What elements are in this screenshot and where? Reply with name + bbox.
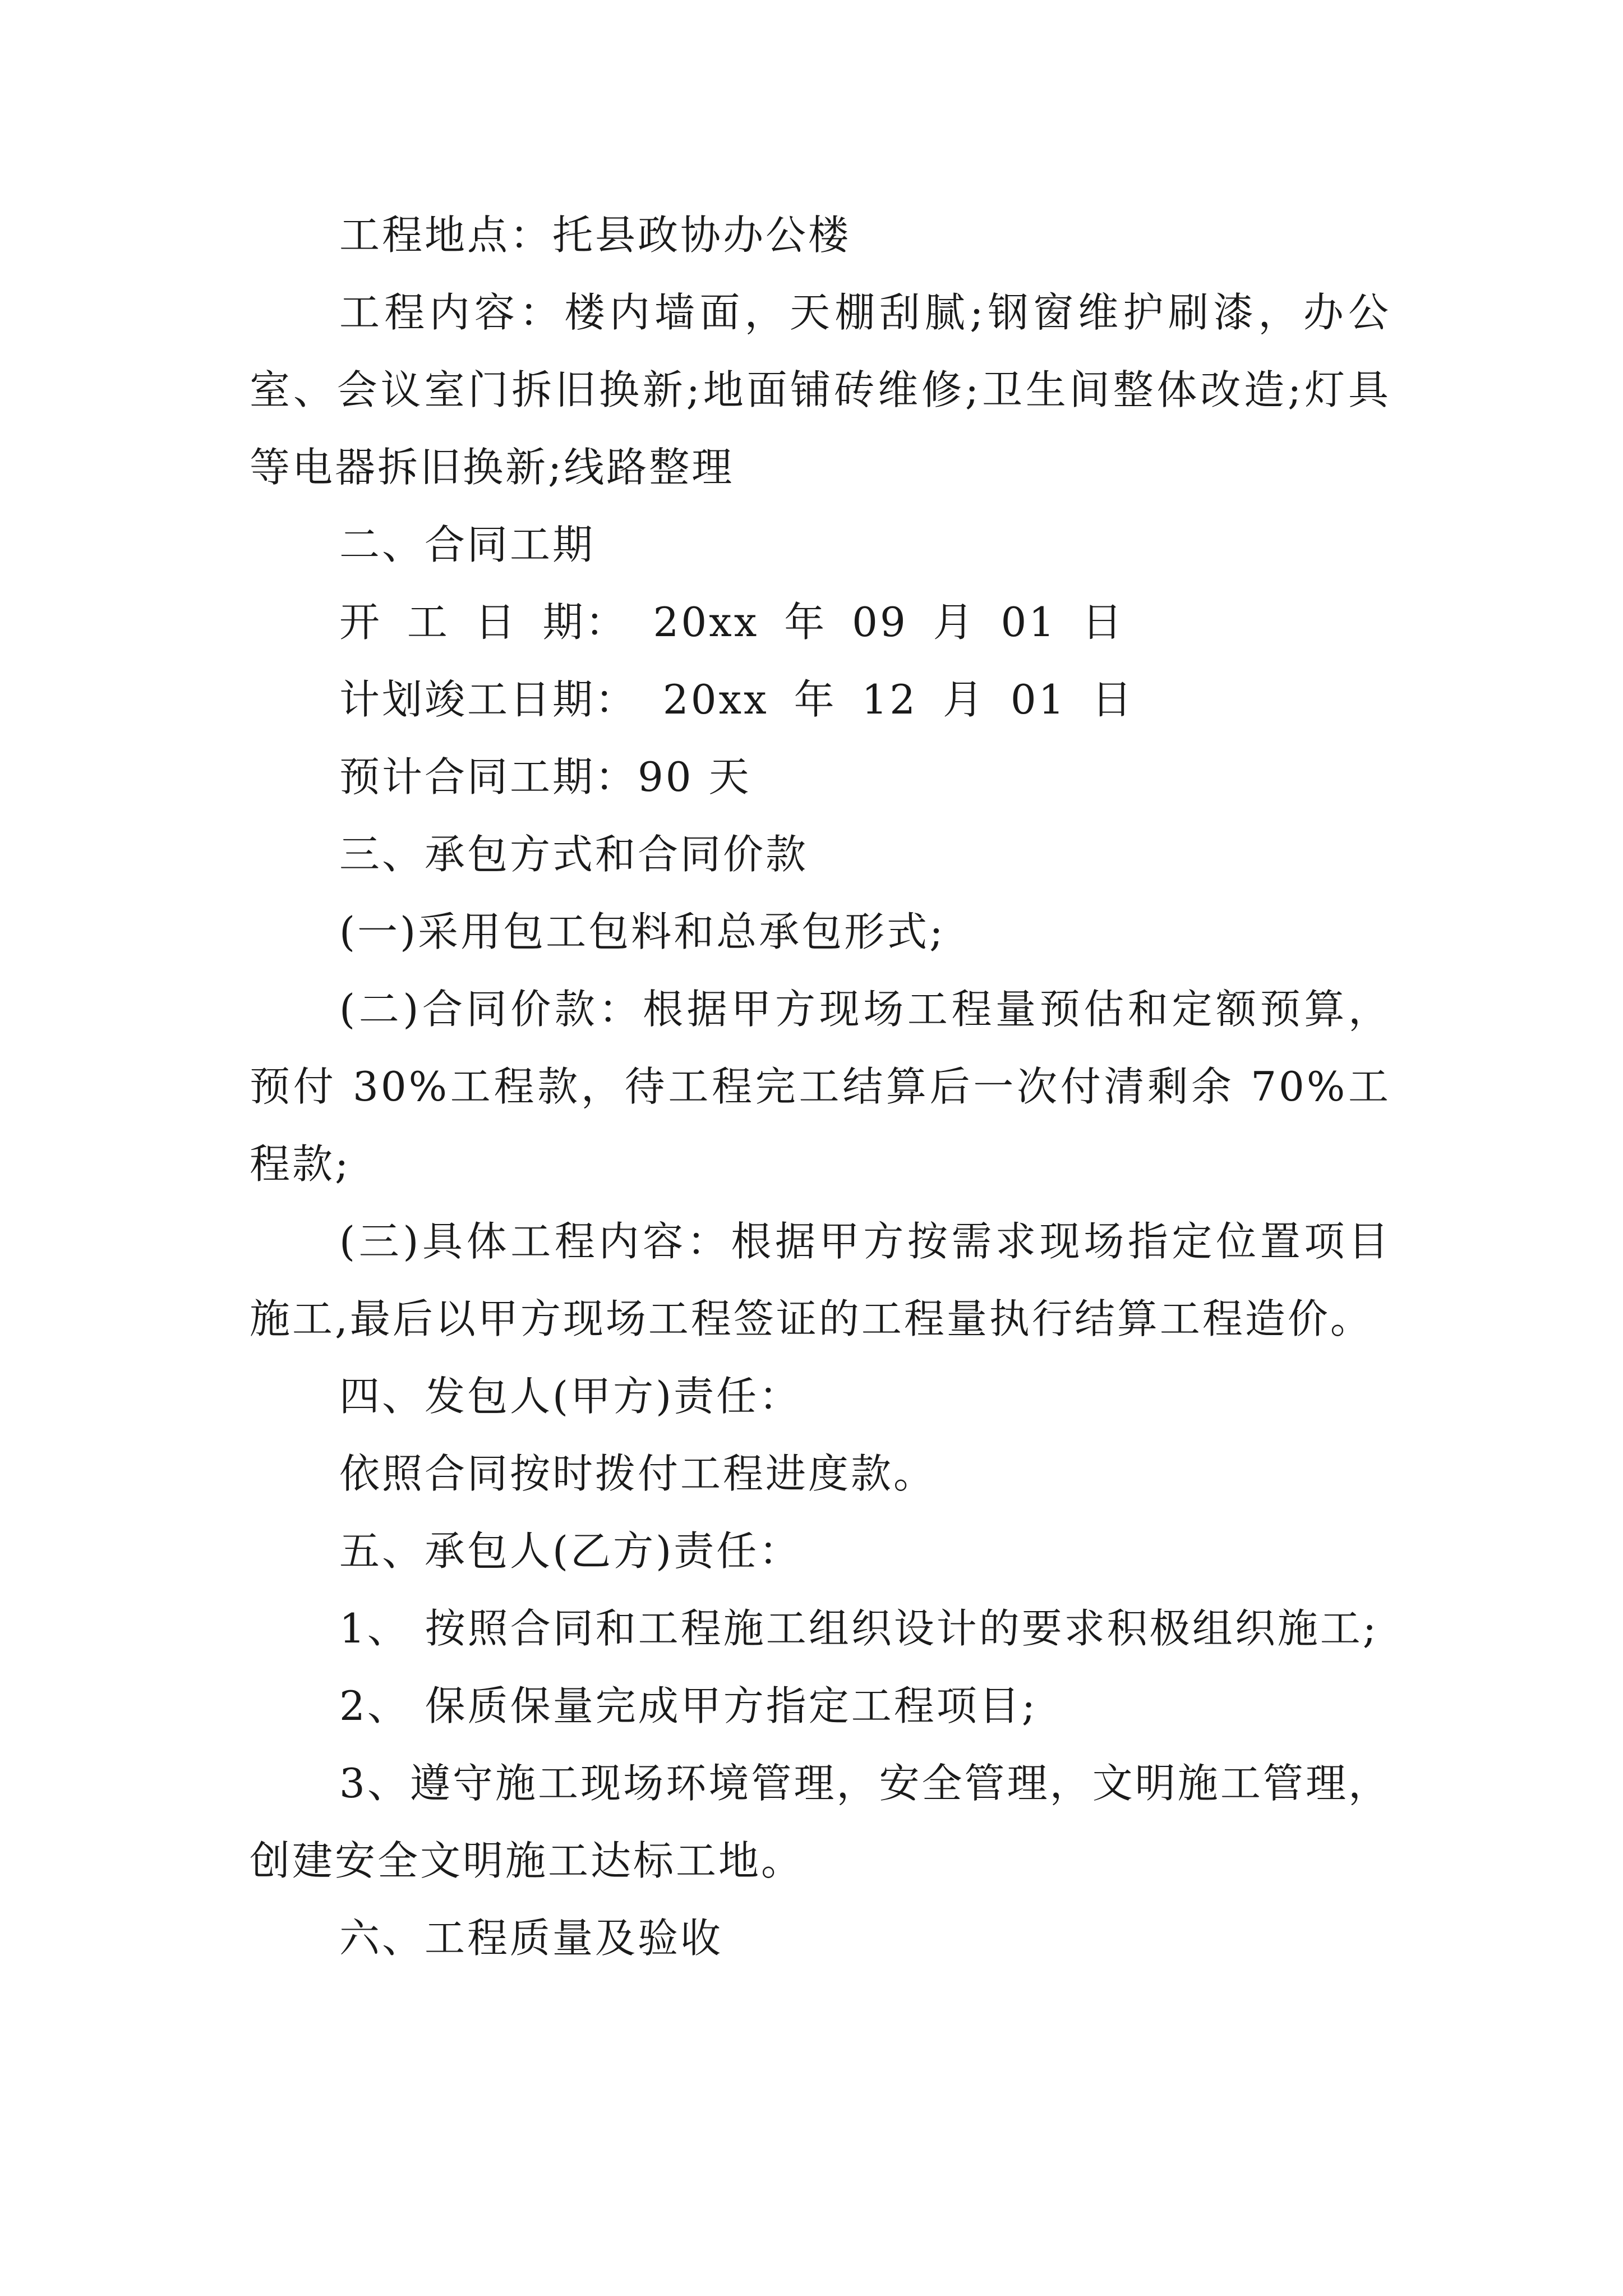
section-heading-employer-duties: 四、发包人(甲方)责任： [339, 1373, 802, 1420]
paragraph-employer-duty: 依照合同按时拨付工程进度款。 [339, 1450, 937, 1497]
paragraph-estimated-duration: 预计合同工期：90 天 [339, 753, 751, 800]
paragraph-project-location: 工程地点：托县政协办公楼 [339, 211, 851, 259]
paragraph-specific-content: (三)具体工程内容：根据甲方按需求现场指定位置项目施工,最后以甲方现场工程签证的工程量执行结算工程造价。 [250, 1218, 1391, 1342]
document-body [250, 196, 1391, 1977]
paragraph-planned-completion-date: 计划竣工日期： 20xx 年 12 月 01 日 [339, 676, 1135, 723]
section-heading-contract-method-price: 三、承包方式和合同价款 [339, 831, 809, 878]
paragraph-contractor-duty-2: 2、 保质保量完成甲方指定工程项目; [339, 1682, 1038, 1729]
paragraph-contractor-duty-1: 1、 按照合同和工程施工组织设计的要求积极组织施工; [339, 1605, 1378, 1652]
paragraph-contract-form: (一)采用包工包料和总承包形式; [339, 908, 946, 955]
paragraph-contract-price: (二)合同价款：根据甲方现场工程量预估和定额预算，预付 30%工程款，待工程完工结算后一次付清剩余 70%工程款; [250, 986, 1391, 1188]
paragraph-project-content: 工程内容：楼内墙面，天棚刮腻;钢窗维护刷漆，办公室、会议室门拆旧换新;地面铺砖维修;卫生间整体改造;灯具等电器拆旧换新;线路整理 [250, 289, 1391, 491]
paragraph-contractor-duty-3: 3、遵守施工现场环境管理，安全管理，文明施工管理，创建安全文明施工达标工地。 [250, 1760, 1391, 1884]
section-heading-contractor-duties: 五、承包人(乙方)责任： [339, 1527, 802, 1575]
section-heading-contract-period: 二、合同工期 [339, 521, 596, 568]
section-heading-quality-acceptance: 六、工程质量及验收 [339, 1915, 723, 1962]
paragraph-start-date: 开 工 日 期： 20xx 年 09 月 01 日 [339, 599, 1125, 646]
